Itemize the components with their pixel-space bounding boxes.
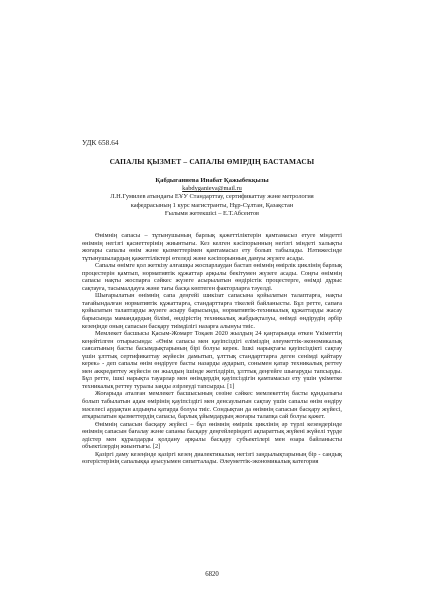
author-email[interactable]: kabdyganieva@mail.ru bbox=[182, 185, 242, 193]
udk-code: УДК 658.64 bbox=[82, 139, 119, 147]
author-block bbox=[82, 177, 342, 218]
paragraph: Жоғарыда аталған мемлекет басшысының сөзіне сәйкес мемлекеттің басты құндылығы болып табылатын адам өмірінің қауіпсіздігі мен денсаулығын сақтау үшін сапалы өнім өндіру мәселесі ардақтан алдыңғы қатарда болуы тиіс. Сондықтан да өнімнің сапасын басқару жүйесі, атқарылатын қызметтердің сапасы, барлық ұйымдардың жоғары талапқа сай болуы қажет. bbox=[82, 390, 342, 421]
paragraph: Мемлекет басшысы Қасым-Жомарт Тоқаев 2020 жылдың 24 қаңтарында өткен Үкіметтің кеңейтілген отырысында: «Өнім сапасы мен қауіпсіздігі еліміздің әлеуметтік-экономикалық саясатының басты басымдықтарының бірі болуы керек. Ішкі нарықтағы қауіпсіздікті сақтау үшін ұлттық сертификаттау жүйесін дамытып, ұлттық стандарттарға деген сенімді қайтару керек» - деп сапалы өнім өндіруге басты назарды аударып, сонымен қатар техникалық реттеу мен аккредиттеу жүйесін он жылдың ішінде жетілдіріп, ұлттық деңгейге шығаруды тапсырды. Бұл ретте, ішкі нарықта тауарлар мен өнімдердің қауіпсіздігін қамтамасыз ету үшін үкіметке техникалық реттеу туралы заңды әзірлеуді тапсырды. [1] bbox=[82, 330, 342, 390]
paragraph: Сапалы өнімге қол жеткізу алғашқы жоспарлаудан бастап өнімнің өмірлік циклінің барлық процестерін қамтып, нормативтік құжаттар арқылы бекітумен жүзеге асады. Соңғы өнімнің сапасы нақты жоспарға сәйкес жүзеге асырылатын өндірістік процестерге, өнімді дұрыс сақтауға, тасымалдауға және тағы басқа көптеген факторларға тәуелді. bbox=[82, 262, 342, 292]
paragraph: Өнімнің сапасы – тұтынушының барлық қажеттіліктерін қамтамасыз етуге міндетті өнімнің негізгі қасиеттерінің жиынтығы. Кез келген кәсіпорынның негізгі міндеті халықты жоғары сапалы өнім және қызметтерімен қамтамасыз ету болып табылады. Нәтижесінде тұтынушылардың қажеттіліктері өтеледі және кәсіпорынның дамуы жүзеге асады. bbox=[82, 232, 342, 262]
scientific-supervisor: Ғылыми жетекшісі – Е.Т.Абсеитов bbox=[164, 209, 260, 217]
paragraph: Қазіргі даму кезеңінде қазіргі кезең диалектикалық негізгі заңдылықтарының бір - сандық өзгерістерінің сапалыққа ауысуымен сипатталады. Әлеуметтік-экономикалық категория bbox=[82, 450, 342, 466]
author-name: Қабдығаниева Инабат Қажыбекқызы bbox=[155, 177, 269, 184]
article-body bbox=[82, 232, 342, 466]
page-number: 6820 bbox=[205, 571, 219, 578]
author-affiliation-line-2: кафедрасының 1 курс магистранты, Нұр-Сұлтан, Қазақстан bbox=[130, 201, 294, 209]
article-title: САПАЛЫ ҚЫЗМЕТ – САПАЛЫ ӨМІРДІҢ БАСТАМАСЫ bbox=[109, 157, 315, 166]
author-affiliation-line-1: Л.Н.Гумилев атындағы ЕҰУ Стандарттау, сертификаттау және метрология bbox=[110, 193, 314, 201]
paragraph: Шығарылатын өнімнің сапа деңгейі шикізат сапасына қойылатын талаптарға, нақты тағайындалған нормативтік құжаттарға, стандарттарға тікелей байланысты. Бұл ретте, сапаға қойылатын талаптарды жүзеге асыру барысында, нормативтік-техникалық құжаттарды жасау барысында мамандардың білімі, өндірістің техникалық жабдықталуы, өнімді өндірудің әрбір кезеңінде оның сапасын басқару тиімділігі назарға алынуы тиіс. bbox=[82, 292, 342, 330]
paragraph: Өнімнің сапасын басқару жүйесі – бұл өнімнің өмірлік циклінің әр түрлі кезеңдерінде өнімнің сапасын бағалау және сапаны басқару деңгейлеріндегі ақпараттық жүйені жүйелі түрде әдістер мен құралдарды қолдану арқылы басқару субъектілері мен өзара байланысты объектілердің жиынтығы. [2] bbox=[82, 420, 342, 451]
